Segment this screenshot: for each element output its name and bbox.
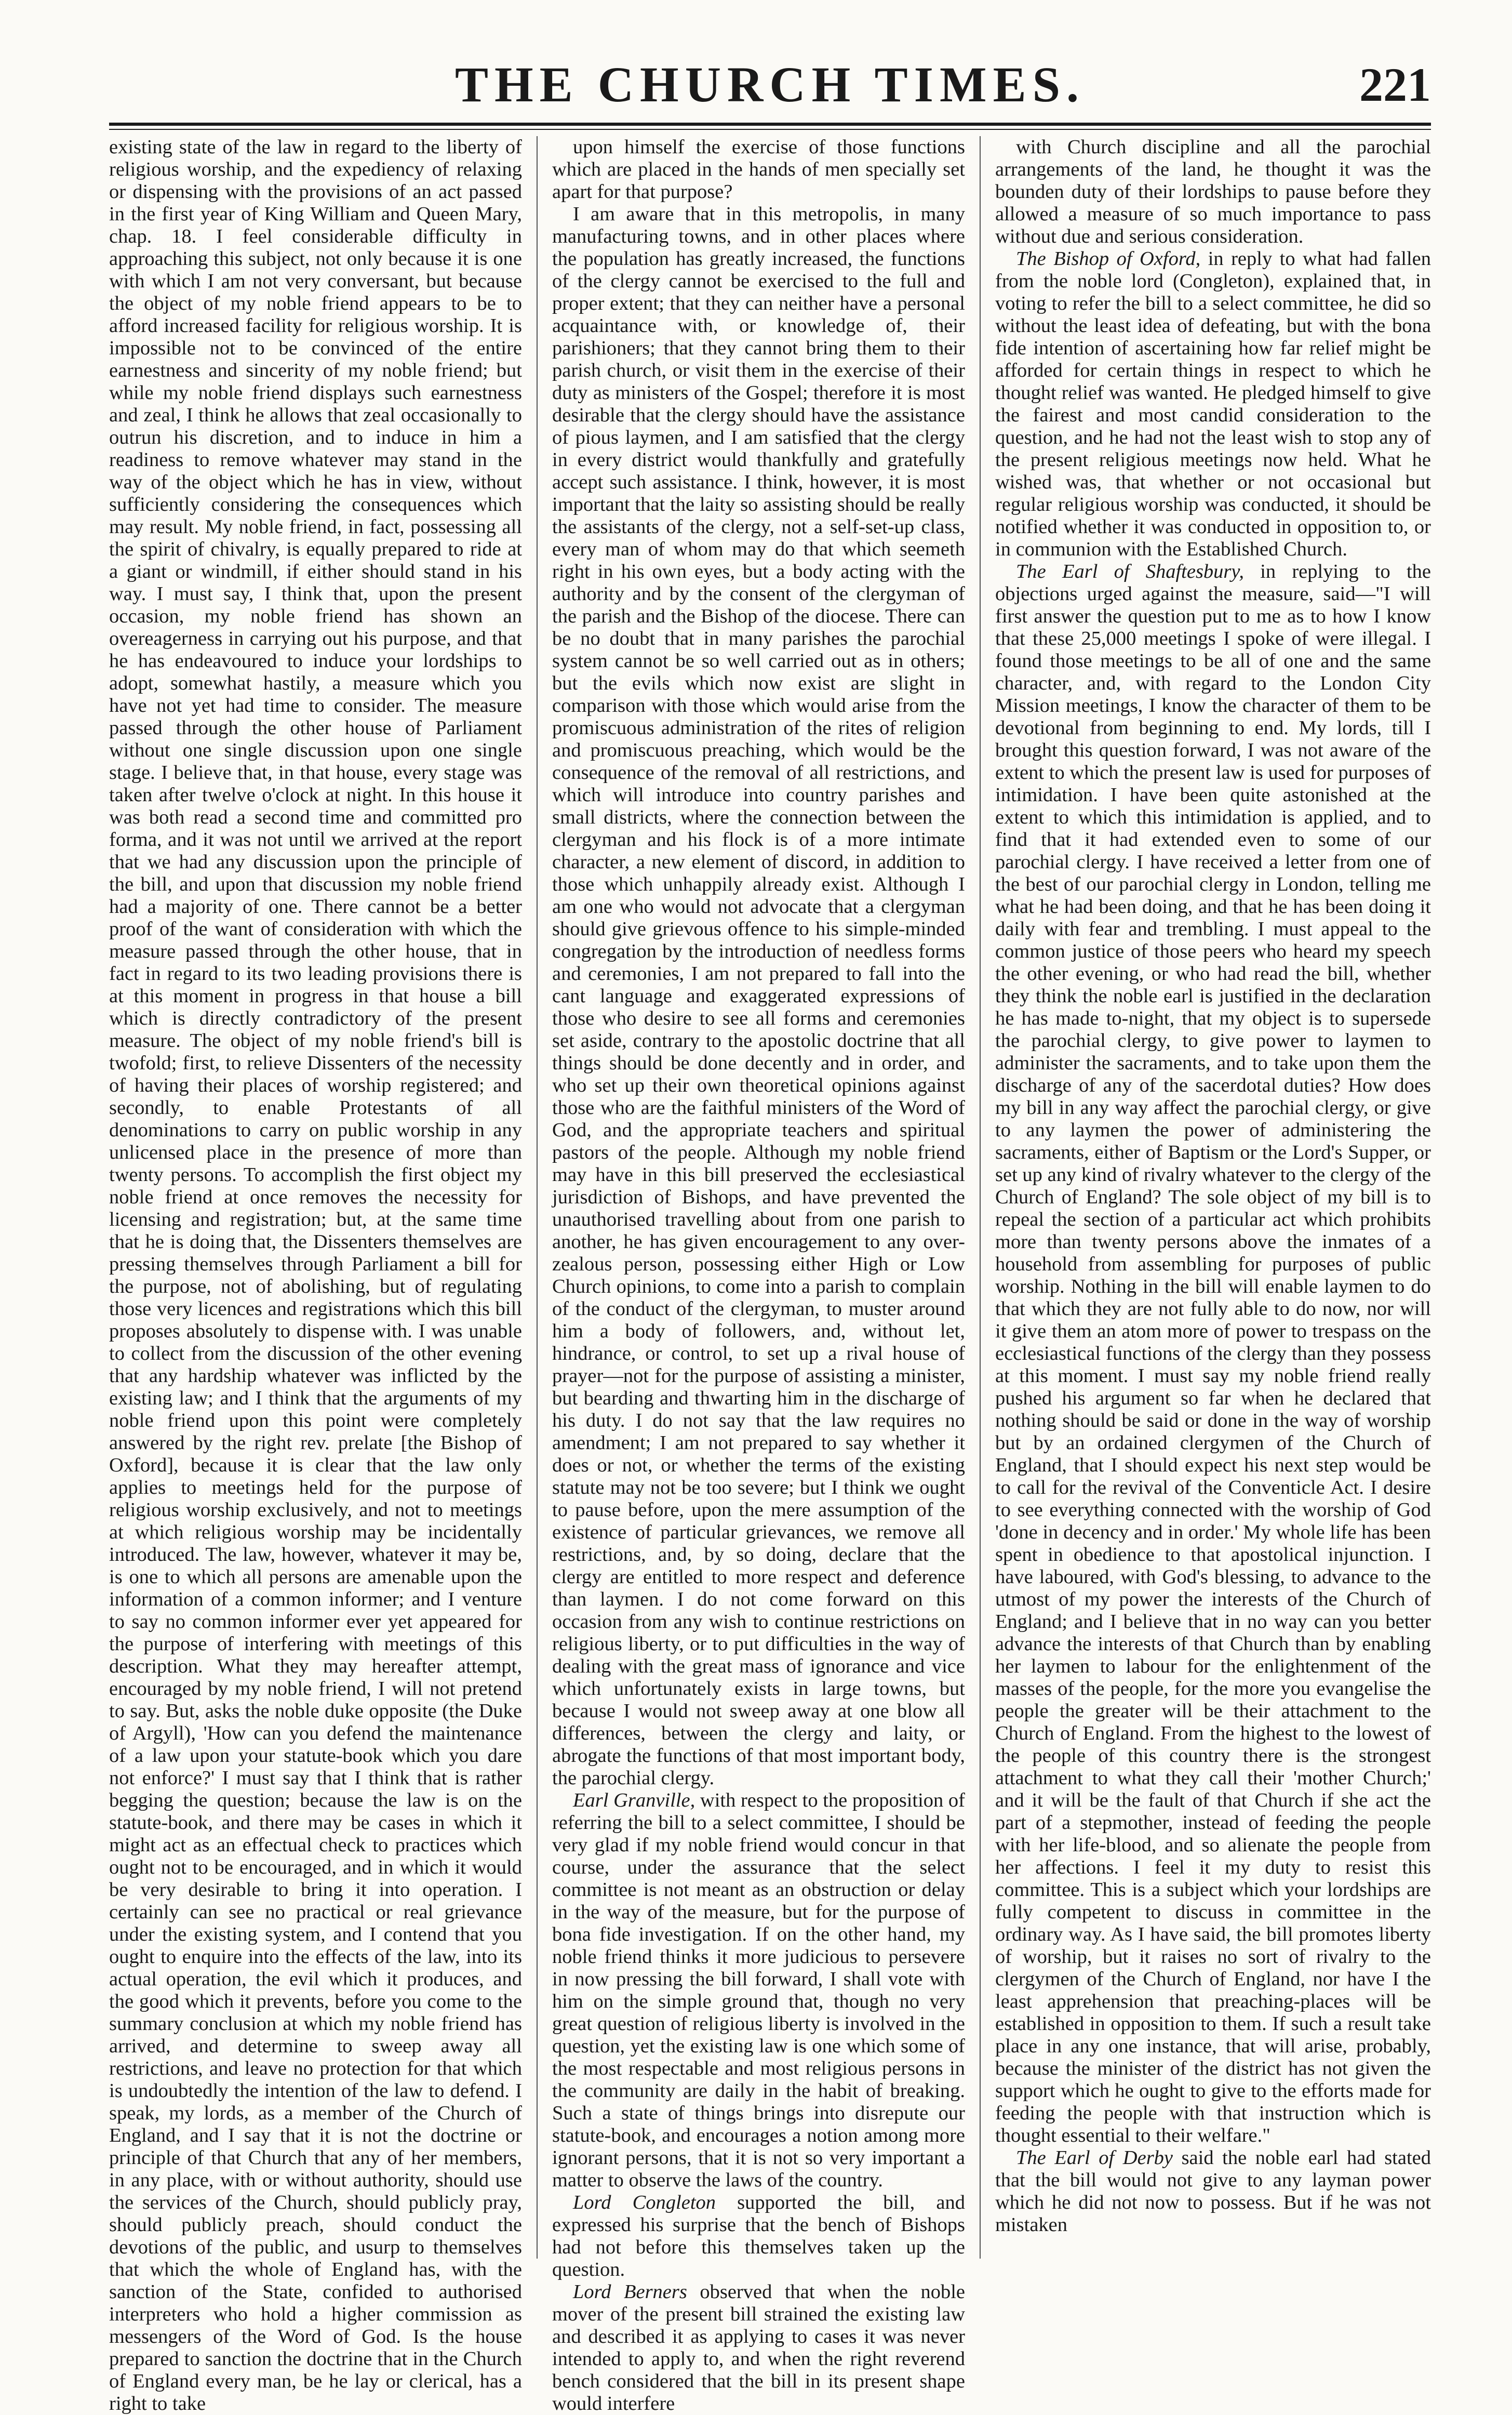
paragraph-text: upon himself the exercise of those functions which are placed in the hands of men specially set apart for that purpose? [552,136,965,203]
column-divider [537,136,538,2259]
column-1 [109,136,522,2414]
article-paragraph [995,561,1431,2147]
speaker-name: The Bishop of Oxford, [1016,248,1201,270]
article-paragraph [552,136,965,203]
paragraph-text: in reply to what had fallen from the noble lord (Congleton), explained that, in voting to refer the bill to a select committee, he did so without the least idea of defeating, but with the bona fide intention of ascertaining how far relief might be afforded for certain things in respect to which he thought relief was wanted. He pledged himself to give the fairest and most candid consideration to the question, and he had not the least wish to stop any of the present religious meetings now held. What he wished was, that whether or not occasional but regular religious worship was conducted, it should be notified whether it was conducted in opposition to, or in communion with the Established Church. [995,248,1431,560]
paragraph-text: in replying to the objections urged against the measure, said—"I will first answer the question put to me as to how I know that these 25,000 meetings I spoke of were illegal. I found those meetings to be all of one and the same character, and, with regard to the London City Mission meetings, I know the character of them to be devotional from beginning to end. My lords, till I brought this question forward, I was not aware of the extent to which the present law is used for purposes of intimidation. I have been quite astonished at the extent to which this intimidation is applied, and to find that it had extended even to some of our parochial clergy. I have received a letter from one of the best of our parochial clergy in London, telling me what he had been doing, and that he has been doing it daily with fear and trembling. I must appeal to the common justice of those peers who heard my speech the other evening, or who had read the bill, whether they think the noble earl is justified in the declaration he has made to-night, that my object is to supersede the parochial clergy, to give power to laymen to administer the sacraments, and to take upon them the discharge of any of the sacerdotal duties? How does my bill in any way affect the parochial clergy, or give to any laymen the power of administering the sacraments, either of Baptism or the Lord's Supper, or set up any kind of rivalry whatever to the clergy of the Church of England? The sole object of my bill is to repeal the section of a particular act which prohibits more than twenty persons above the inmates of a household from assembling for purposes of public worship. Nothing in the bill will enable laymen to do that which they are not fully able to do now, nor will it give them an atom more of power to trespass on the ecclesiastical functions of the clergy than they possess at this moment. I must say my noble friend really pushed his argument so far when he declared that nothing should be said or done in the way of worship but by an ordained clergymen of the Church of England, that I should expect his next step would be to call for the revival of the Conventicle Act. I desire to see everything connected with the worship of God 'done in decency and in order.' My whole life has been spent in obedience to that apostolical injunction. I have laboured, with God's blessing, to advance to the utmost of my power the interests of the Church of England; and I believe that in no way can you better advance the interests of that Church than by enabling her laymen to labour for the enlightenment of the masses of the people, for the more you evangelise the people the greater will be their attachment to the Church of England. From the highest to the lowest of the people of this country there is the strongest attachment to what they call their 'mother Church;' and it will be the fault of that Church if she act the part of a stepmother, instead of feeding the people with her life-blood, and so alienate the people from her affections. I feel it my duty to resist this committee. This is a subject which your lordships are fully competent to discuss in committee in the ordinary way. As I have said, the bill promotes liberty of worship, but it raises no sort of rivalry to the clergymen of the Church of England, nor have I the least apprehension that preaching-places will be established in opposition to them. If such a result take place in any one instance, that will arise, probably, because the minister of the district has not given the support which he ought to give to the efforts made for feeding the people with that instruction which is thought essential to their welfare." [995,561,1431,2146]
paragraph-text: with Church discipline and all the parochial arrangements of the land, he thought it was the bounden duty of their lordships to pause before they allowed a measure of so much importance to pass without due and serious consideration. [995,136,1431,247]
column-2 [552,136,966,2414]
header-rule-thin [109,129,1431,130]
speaker-name: Lord Berners [573,2281,687,2303]
speaker-name: Lord Congleton [573,2192,716,2213]
page-number: 221 [1359,58,1431,111]
page-header [109,56,1431,113]
paragraph-text: with respect to the proposition of referring the bill to a select committee, I should be very glad if my noble friend would concur in that course, under the assurance that the select committee is not meant as an obstruction or delay in the way of the measure, but for the purpose of bona fide investigation. If on the other hand, my noble friend thinks it more judicious to persevere in now pressing the bill forward, I shall vote with him on the simple ground that, though no very great question of religious liberty is involved in the question, yet the existing law is one which some of the most respectable and most religious persons in the community are daily in the habit of breaking. Such a state of things brings into disrepute our statute-book, and encourages a notion among more ignorant persons, that it is not so very important a matter to observe the laws of the country. [552,1789,966,2191]
article-paragraph [995,136,1431,248]
speaker-name: The Earl of Shaftesbury, [1016,561,1244,582]
paragraph-text: I am aware that in this metropolis, in many manufacturing towns, and in other places where the population has greatly increased, the functions of the clergy cannot be exercised to the full and proper extent; that they can neither have a personal acquaintance with, or knowledge of, their parishioners; that they cannot bring them to their parish church, or visit them in the exercise of their duty as ministers of the Gospel; therefore it is most desirable that the clergy should have the assistance of pious laymen, and I am satisfied that the clergy in every district would thankfully and gratefully accept such assistance. I think, however, it is most important that the laity so assisting should be really the assistants of the clergy, not a self-set-up class, every man of whom may do that which seemeth right in his own eyes, but a body acting with the authority and by the consent of the clergyman of the parish and the Bishop of the diocese. There can be no doubt that in many parishes the parochial system cannot be so well carried out as in others; but the evils which now exist are slight in comparison with those which would arise from the promiscuous administration of the rites of religion and promiscuous preaching, which would be the consequence of the removal of all restrictions, and which will introduce into country parishes and small districts, where the connection between the clergyman and his flock is of a more intimate character, a new element of discord, in addition to those which unhappily already exist. Although I am one who would not advocate that a clergyman should give grievous offence to his simple-minded congregation by the introduction of needless forms and ceremonies, I am not prepared to fall into the cant language and exaggerated expressions of those who desire to see all forms and ceremonies set aside, contrary to the apostolic doctrine that all things should be done decently and in order, and who set up their own theoretical opinions against those who are the faithful ministers of the Word of God, and the appropriate teachers and spiritual pastors of the people. Although my noble friend may have in this bill preserved the ecclesiastical jurisdiction of Bishops, and have prevented the unauthorised travelling about from one parish to another, he has given encouragement to any over-zealous person, possessing either High or Low Church opinions, to come into a parish to complain of the conduct of the clergyman, to muster around him a body of followers, and, without let, hindrance, or control, to set up a rival house of prayer—not for the purpose of assisting a minister, but bearding and thwarting him in the discharge of his duty. I do not say that the law requires no amendment; I am not prepared to say whether it does or not, or whether the terms of the existing statute may not be too severe; but I think we ought to pause before, upon the mere assumption of the existence of particular grievances, we remove all restrictions, and, by so doing, declare that the clergy are entitled to more respect and deference than laymen. I do not come forward on this occasion from any wish to continue restrictions on religious liberty, or to put difficulties in the way of dealing with the great mass of ignorance and vice which unfortunately exists in large towns, but because I would not sweep away at one blow all differences, between the clergy and laity, or abrogate the functions of that most important body, the parochial clergy. [552,203,965,1789]
masthead-title: THE CHURCH TIMES. [454,57,1086,112]
article-paragraph [552,2281,965,2415]
column-divider [980,136,981,2259]
article-paragraph [552,203,965,1789]
column-3 [995,136,1431,2259]
speaker-name: The Earl of Derby [1016,2147,1173,2169]
article-paragraph [995,2147,1431,2236]
article-paragraph [552,1789,965,2192]
header-rule-thick [109,123,1431,126]
paragraph-text: supported the bill, and expressed his surprise that the bench of Bishops had not before this themselves taken up the question. [552,2192,965,2280]
speaker-name: Earl Granville, [573,1789,695,1811]
article-paragraph [552,2192,965,2281]
paragraph-text: existing state of the law in regard to the liberty of religious worship, and the expediency of relaxing or dispensing with the provisions of an act passed in the first year of King William and Queen Mary, chap. 18. I feel considerable difficulty in approaching this subject, not only because it is one with which I am not very conversant, but because the object of my noble friend appears to be to afford increased facility for religious worship. It is impossible not to be convinced of the entire earnestness and sincerity of my noble friend; but while my noble friend displays such earnestness and zeal, I think he allows that zeal occasionally to outrun his discretion, and to induce in him a readiness to remove whatever may stand in the way of the object which he has in view, without sufficiently considering the consequences which may result. My noble friend, in fact, possessing all the spirit of chivalry, is equally prepared to ride at a giant or windmill, if either should stand in his way. I must say, I think that, upon the present occasion, my noble friend has shown an overeagerness in carrying out his purpose, and that he has endeavoured to induce your lordships to adopt, somewhat hastily, a measure which you have not yet had time to consider. The measure passed through the other house of Parliament without one single discussion upon one single stage. I believe that, in that house, every stage was taken after twelve o'clock at night. In this house it was both read a second time and committed pro forma, and it was not until we arrived at the report that we had any discussion upon the principle of the bill, and upon that discussion my noble friend had a majority of one. There cannot be a better proof of the want of consideration with which the measure passed through the other house, that in fact in regard to its two leading provisions there is at this moment in progress in that house a bill which is directly contradictory of the present measure. The object of my noble friend's bill is twofold; first, to relieve Dissenters of the necessity of having their places of worship registered; and secondly, to enable Protestants of all denominations to carry on public worship in any unlicensed place in the presence of more than twenty persons. To accomplish the first object my noble friend at once removes the necessity for licensing and registration; but, at the same time that he is doing that, the Dissenters themselves are pressing themselves through Parliament a bill for the purpose, not of abolishing, but of regulating those very licences and registrations which this bill proposes absolutely to dispense with. I was unable to collect from the discussion of the other evening that any hardship whatever was inflicted by the existing law; and I think that the arguments of my noble friend upon this point were completely answered by the right rev. prelate [the Bishop of Oxford], because it is clear that the law only applies to meetings held for the purpose of religious worship exclusively, and not to meetings at which religious worship may be incidentally introduced. The law, however, whatever it may be, is one to which all persons are amenable upon the information of a common informer; and I venture to say no common informer ever yet appeared for the purpose of interfering with meetings of this description. What they may hereafter attempt, encouraged by my noble friend, I will not pretend to say. But, asks the noble duke opposite (the Duke of Argyll), 'How can you defend the maintenance of a law upon your statute-book which you dare not enforce?' I must say that I think that is rather begging the question; because the law is on the statute-book, and there may be cases in which it might act as an effectual check to practices which ought not to be encouraged, and in which it would be very desirable to bring it into operation. I certainly can see no practical or real grievance under the existing system, and I contend that you ought to enquire into the effects of the law, into its actual operation, the evil which it produces, and the good which it prevents, before you come to the summary conclusion at which my noble friend has arrived, and determine to sweep away all restrictions, and leave no protection for that which is undoubtedly the intention of the law to defend. I speak, my lords, as a member of the Church of England, and I say that it is not the doctrine or principle of that Church that any of her members, in any place, with or without authority, should use the services of the Church, should publicly pray, should publicly preach, should conduct the devotions of the public, and usurp to themselves that which the whole of England has, with the sanction of the State, confided to authorised interpreters who hold a higher commission as messengers of the Word of God. Is the house prepared to sanction the doctrine that in the Church of England every man, be he lay or clerical, has a right to take [109,136,522,2414]
paragraph-text: observed that when the noble mover of the present bill strained the existing law and described it as applying to cases it was never intended to apply to, and when the right reverend bench considered that the bill in its present shape would interfere [552,2281,966,2414]
paragraph-text: said the noble earl had stated that the bill would not give to any layman power which he did not now to possess. But if he was not mistaken [995,2147,1431,2236]
article-paragraph [995,248,1431,561]
article-paragraph [109,136,522,2415]
